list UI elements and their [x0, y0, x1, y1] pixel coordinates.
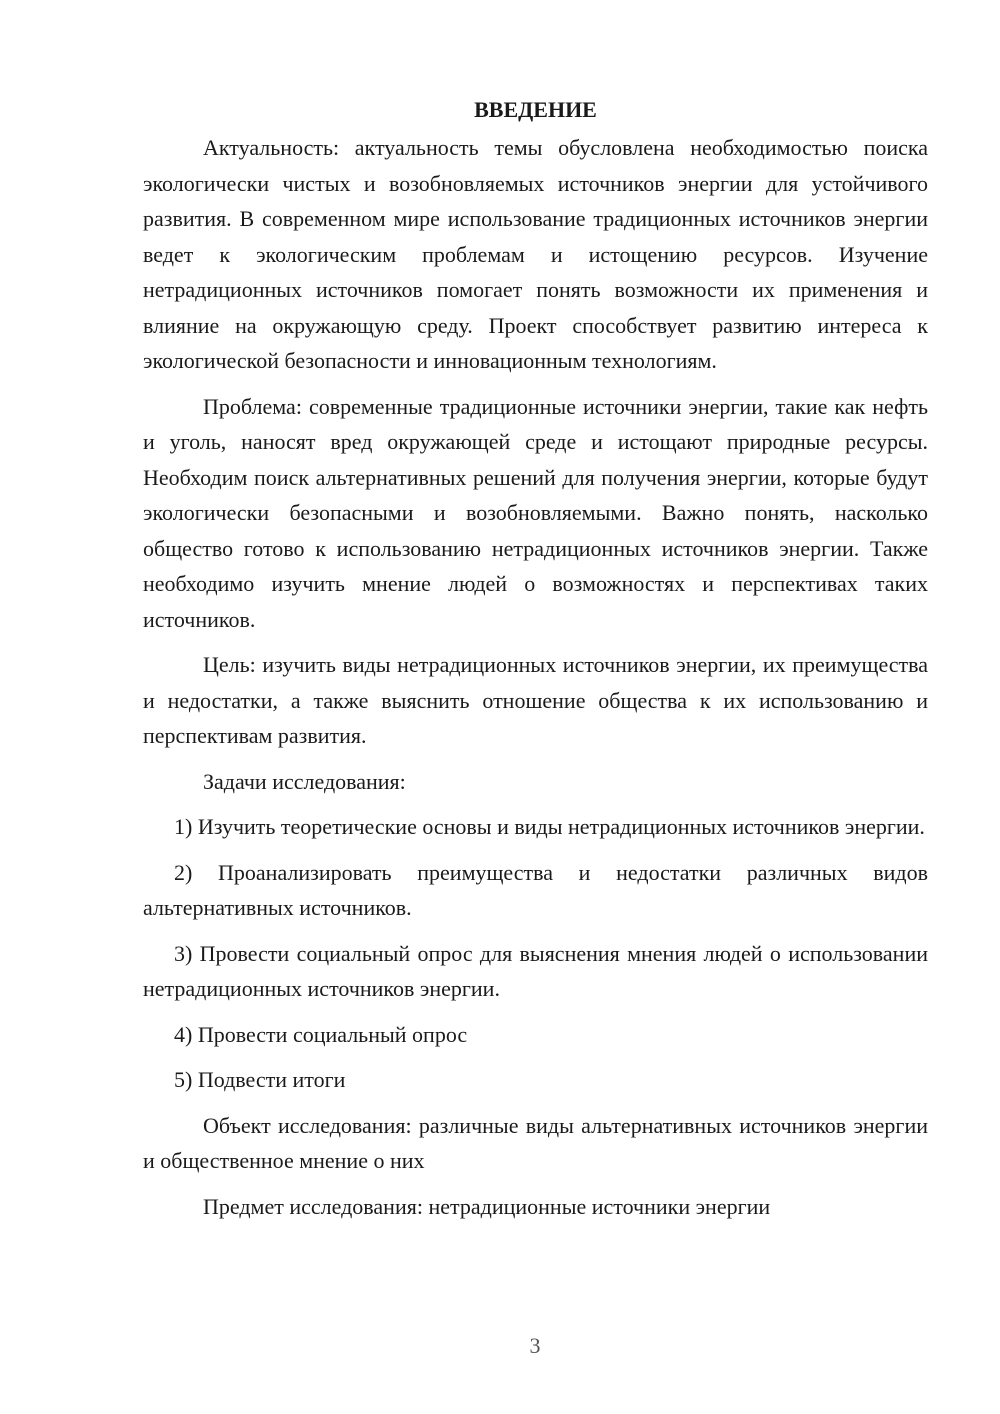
task-item-4: 4) Провести социальный опрос [174, 1021, 468, 1047]
page-number: 3 [529, 1333, 541, 1358]
problem-paragraph: Проблема: современные традиционные источники энергии, такие как нефть и уголь, наносят вред окружающей среде и истощают природные ресурсы. Необходим поиск альтернативных решений для получения энергии, которые будут экологически безопасными и возобновляемыми. Важно понять, насколько общество готово к использованию нетрадиционных источников энергии. Также необходимо изучить мнение людей о возможностях и перспективах таких источников. [143, 393, 928, 632]
subject-paragraph: Предмет исследования: нетрадиционные источники энергии [203, 1193, 771, 1219]
object-paragraph: Объект исследования: различные виды альтернативных источников энергии и общественное мнение о них [143, 1112, 928, 1173]
relevance-paragraph: Актуальность: актуальность темы обусловлена необходимостью поиска экологически чистых и возобновляемых источников энергии для устойчивого развития. В современном мире использование традиционных источников энергии ведет к экологическим проблемам и истощению ресурсов. Изучение нетрадиционных источников помогает понять возможности их применения и влияние на окружающую среду. Проект способствует развитию интереса к экологической безопасности и инновационным технологиям. [143, 135, 928, 373]
goal-paragraph: Цель: изучить виды нетрадиционных источников энергии, их преимущества и недостатки, а также выяснить отношение общества к их использованию и перспективам развития. [143, 652, 928, 748]
tasks-title: Задачи исследования: [203, 768, 406, 794]
document-page [143, 92, 928, 1234]
task-item-3: 3) Провести социальный опрос для выяснения мнения людей о использовании нетрадиционных источников энергии. [143, 940, 928, 1001]
task-item-2: 2) Проанализировать преимущества и недостатки различных видов альтернативных источников. [143, 859, 928, 920]
section-heading: ВВЕДЕНИЕ [474, 97, 597, 122]
task-item-1: 1) Изучить теоретические основы и виды нетрадиционных источников энергии. [174, 814, 925, 839]
task-item-5: 5) Подвести итоги [174, 1067, 346, 1092]
